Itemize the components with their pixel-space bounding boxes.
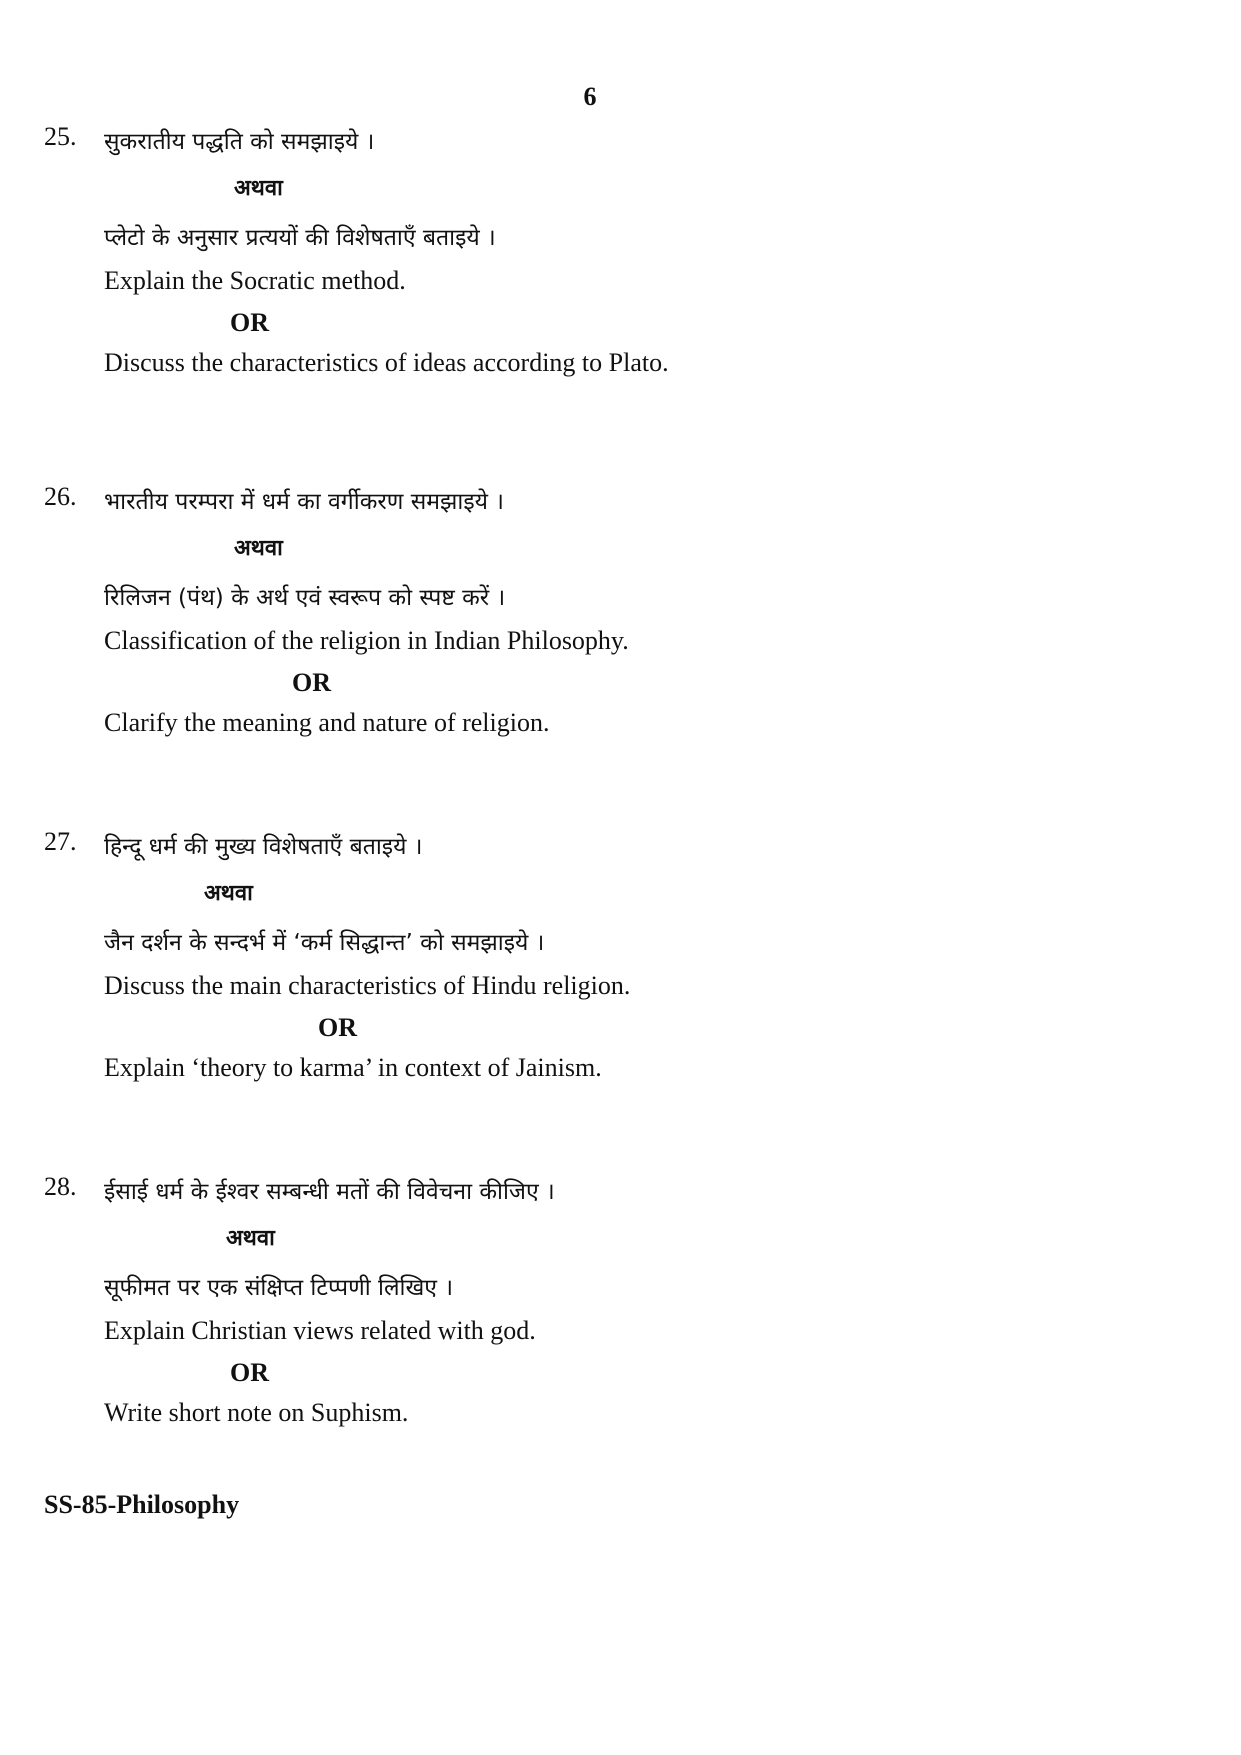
- english-question: Explain Christian views related with god.: [104, 1316, 536, 1345]
- question-number: 28.: [44, 1172, 77, 1201]
- hindi-question: भारतीय परम्परा में धर्म का वर्गीकरण समझाइये ।: [104, 489, 505, 515]
- page-number: 6: [583, 82, 597, 111]
- english-or-label: OR: [292, 668, 331, 697]
- english-alternate-question: Clarify the meaning and nature of religion.: [104, 708, 550, 737]
- english-or-label: OR: [230, 308, 269, 337]
- english-question: Explain the Socratic method.: [104, 266, 406, 295]
- hindi-question: हिन्दू धर्म की मुख्य विशेषताएँ बताइये ।: [104, 834, 423, 860]
- hindi-alternate-question: रिलिजन (पंथ) के अर्थ एवं स्वरूप को स्पष्ट करें ।: [104, 585, 506, 611]
- english-or-label: OR: [318, 1013, 357, 1042]
- english-alternate-question: Explain ‘theory to karma’ in context of Jainism.: [104, 1053, 602, 1082]
- hindi-question: ईसाई धर्म के ईश्वर सम्बन्धी मतों की विवेचना कीजिए ।: [104, 1179, 555, 1205]
- hindi-alternate-question: सूफीमत पर एक संक्षिप्त टिप्पणी लिखिए ।: [104, 1275, 454, 1301]
- hindi-or-label: अथवा: [234, 536, 283, 561]
- hindi-or-label: अथवा: [234, 176, 283, 201]
- english-alternate-question: Discuss the characteristics of ideas according to Plato.: [104, 348, 669, 377]
- hindi-alternate-question: जैन दर्शन के सन्दर्भ में ‘कर्म सिद्धान्त’ को समझाइये ।: [104, 930, 545, 956]
- english-or-label: OR: [230, 1358, 269, 1387]
- english-question: Discuss the main characteristics of Hindu religion.: [104, 971, 631, 1000]
- question-number: 27.: [44, 827, 77, 856]
- english-question: Classification of the religion in Indian Philosophy.: [104, 626, 629, 655]
- hindi-question: सुकरातीय पद्धति को समझाइये ।: [104, 129, 375, 155]
- paper-code-footer: SS-85-Philosophy: [44, 1490, 240, 1519]
- question-number: 25.: [44, 122, 77, 151]
- hindi-or-label: अथवा: [226, 1226, 275, 1251]
- hindi-or-label: अथवा: [204, 881, 253, 906]
- hindi-alternate-question: प्लेटो के अनुसार प्रत्ययों की विशेषताएँ बताइये ।: [104, 225, 496, 251]
- english-alternate-question: Write short note on Suphism.: [104, 1398, 409, 1427]
- question-number: 26.: [44, 482, 77, 511]
